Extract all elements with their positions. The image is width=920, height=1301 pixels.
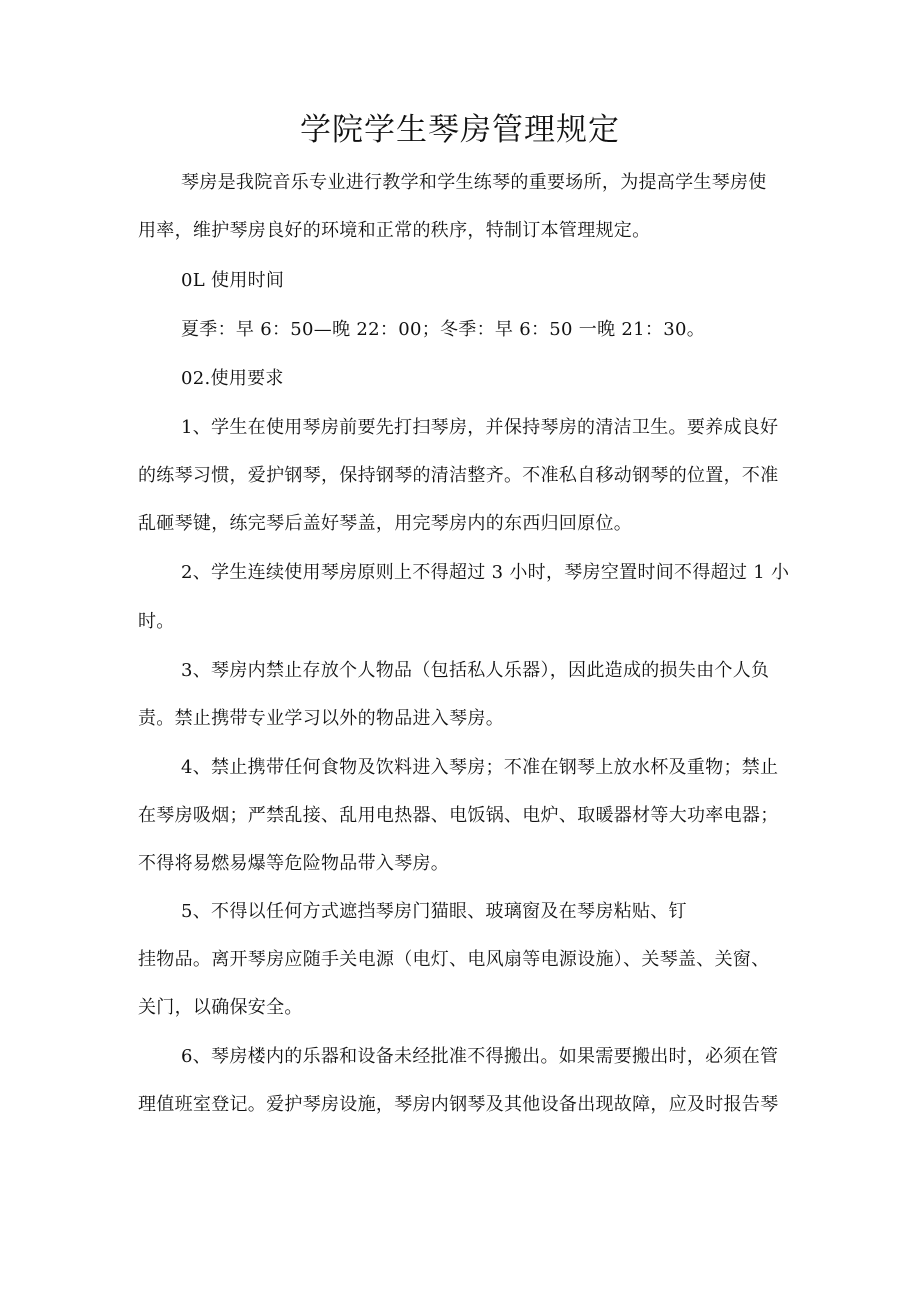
paragraph-line: 时。 <box>138 611 175 632</box>
document-title: 学院学生琴房管理规定 <box>300 112 620 148</box>
paragraph-line: 关门，以确保安全。 <box>138 997 303 1018</box>
paragraph-line: 夏季：早 6：50—晚 22：00；冬季：早 6：50 一晚 21：30。 <box>181 319 706 340</box>
paragraph-line: 5、不得以任何方式遮挡琴房门猫眼、玻璃窗及在琴房粘贴、钉 <box>181 901 687 922</box>
paragraph-line: 责。禁止携带专业学习以外的物品进入琴房。 <box>138 708 504 729</box>
paragraph-line: 在琴房吸烟；严禁乱接、乱用电热器、电饭锅、电炉、取暖器材等大功率电器； <box>138 805 779 826</box>
section-heading-usage-requirements: 02.使用要求 <box>181 368 284 389</box>
paragraph-line: 用率，维护琴房良好的环境和正常的秩序，特制订本管理规定。 <box>138 220 651 241</box>
paragraph-line: 6、琴房楼内的乐器和设备未经批准不得搬出。如果需要搬出时，必须在管 <box>181 1046 779 1067</box>
paragraph-line: 3、琴房内禁止存放个人物品（包括私人乐器），因此造成的损失由个人负 <box>181 660 770 681</box>
paragraph-line: 4、禁止携带任何食物及饮料进入琴房；不准在钢琴上放水杯及重物；禁止 <box>181 757 779 778</box>
paragraph-line: 的练琴习惯，爱护钢琴，保持钢琴的清洁整齐。不准私自移动钢琴的位置，不准 <box>138 465 779 486</box>
section-heading-usage-time: 0L 使用时间 <box>181 270 285 291</box>
paragraph-line: 挂物品。离开琴房应随手关电源（电灯、电风扇等电源设施）、关琴盖、关窗、 <box>138 949 770 970</box>
paragraph-line: 琴房是我院音乐专业进行教学和学生练琴的重要场所，为提高学生琴房使 <box>181 172 767 193</box>
paragraph-line: 1、学生在使用琴房前要先打扫琴房，并保持琴房的清洁卫生。要养成良好 <box>181 417 779 438</box>
paragraph-line: 不得将易燃易爆等危险物品带入琴房。 <box>138 853 450 874</box>
paragraph-line: 理值班室登记。爱护琴房设施，琴房内钢琴及其他设备出现故障，应及时报告琴 <box>138 1094 779 1115</box>
paragraph-line: 2、学生连续使用琴房原则上不得超过 3 小时，琴房空置时间不得超过 1 小 <box>181 562 790 583</box>
paragraph-line: 乱砸琴键，练完琴后盖好琴盖，用完琴房内的东西归回原位。 <box>138 513 633 534</box>
